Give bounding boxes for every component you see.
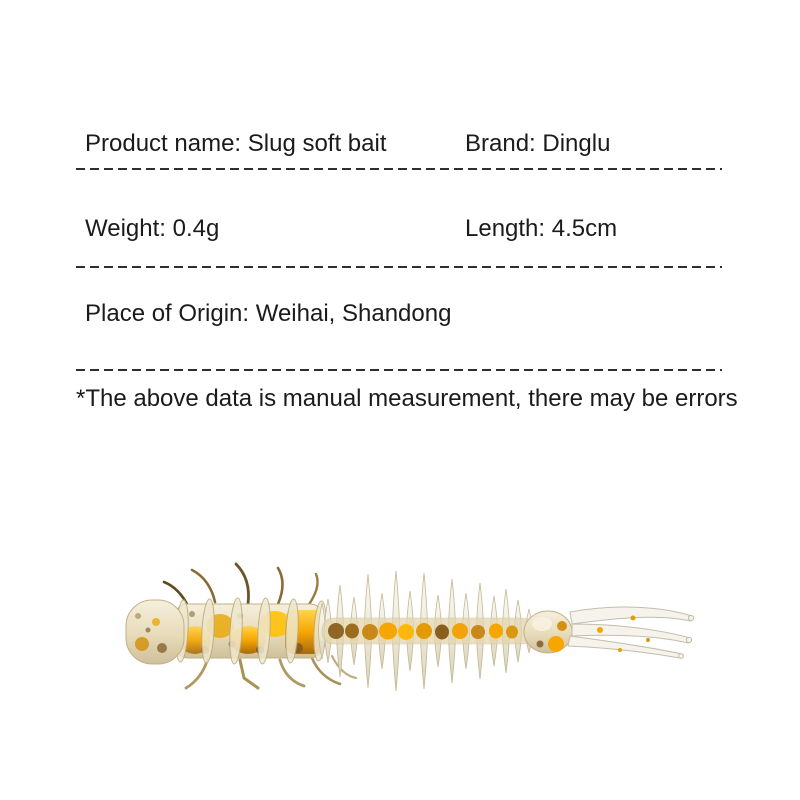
lure-tail-bulb xyxy=(524,611,572,653)
disclaimer-text: *The above data is manual measurement, there may be errors xyxy=(76,385,738,412)
origin-text: Place of Origin: Weihai, Shandong xyxy=(85,300,452,327)
info-row-disclaimer xyxy=(0,384,800,414)
info-row-origin xyxy=(0,299,800,329)
lure-head xyxy=(126,600,184,664)
lure-core xyxy=(322,618,534,644)
lure-illustration xyxy=(100,552,710,707)
info-row-product xyxy=(0,129,800,159)
info-row-measurements xyxy=(0,214,800,244)
dashed-separator-3 xyxy=(76,369,722,371)
product-photo xyxy=(100,552,710,707)
product-name-text: Product name: Slug soft bait xyxy=(85,130,387,157)
lure-legs-lower xyxy=(186,656,356,688)
weight-text: Weight: 0.4g xyxy=(85,215,220,242)
lure-tail-prongs xyxy=(568,607,694,658)
dashed-separator-1 xyxy=(76,168,722,170)
dashed-separator-2 xyxy=(76,266,722,268)
brand-text: Brand: Dinglu xyxy=(465,130,611,157)
length-text: Length: 4.5cm xyxy=(465,215,618,242)
